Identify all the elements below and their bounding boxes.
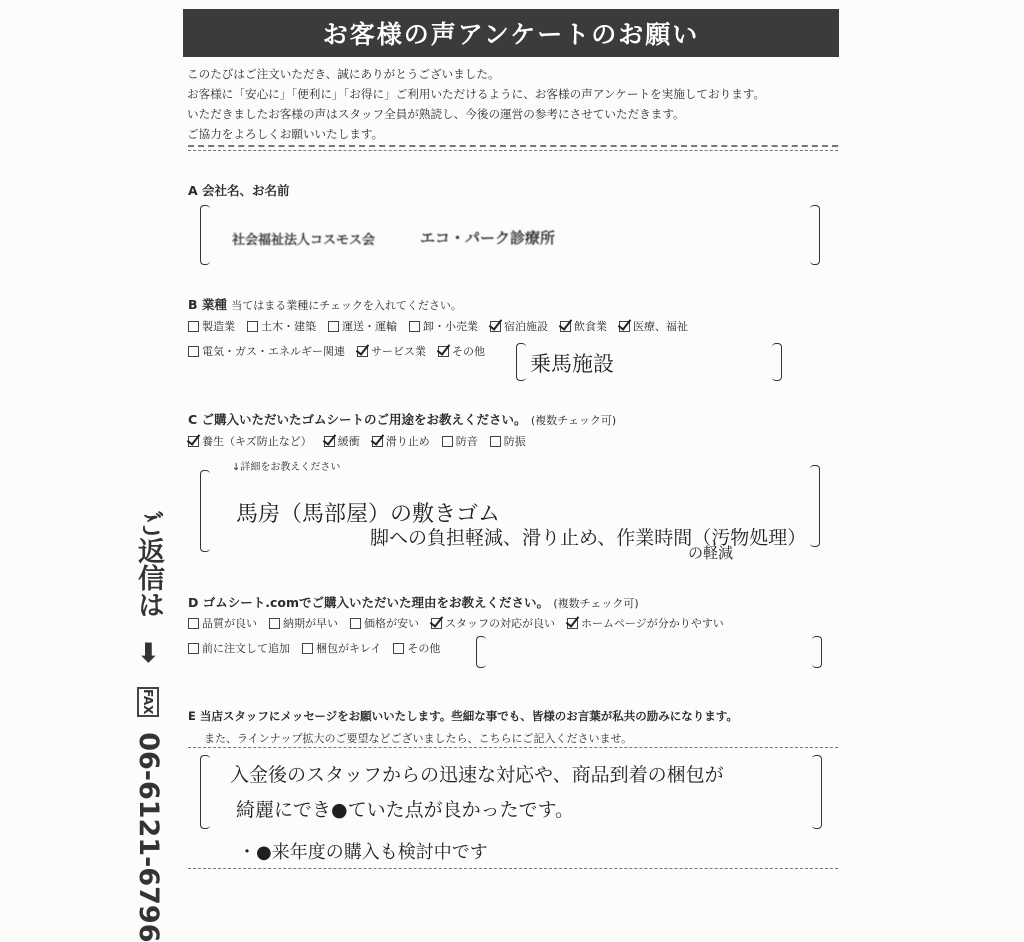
answer-bracket-right xyxy=(772,343,782,381)
checkbox[interactable] xyxy=(302,643,313,654)
option-vibration-proof[interactable]: 防振 xyxy=(490,433,526,449)
option-quality[interactable]: 品質が良い xyxy=(188,615,257,631)
option-service[interactable]: サービス業 xyxy=(357,343,426,359)
option-protection[interactable]: 養生（キズ防止など） xyxy=(188,433,312,449)
option-anti-slip[interactable]: 滑り止め xyxy=(372,433,430,449)
multi-select-note: (複数チェック可) xyxy=(553,597,639,610)
option-good-staff[interactable]: スタッフの対応が良い xyxy=(431,615,555,631)
section-b-label xyxy=(188,295,462,313)
option-lodging[interactable]: 宿泊施設 xyxy=(490,318,548,334)
usage-answer-line-2: 脚への負担軽減、滑り止め、作業時間（汚物処理） xyxy=(370,527,807,549)
message-answer-line-1: 入金後のスタッフからの迅速な対応や、商品到着の梱包が xyxy=(230,764,724,786)
option-retail[interactable]: 卸・小売業 xyxy=(409,318,478,334)
section-e-label: E 当店スタッフにメッセージをお願いいたします。些細な事でも、皆様のお言葉が私共の励みになります。 xyxy=(188,709,738,723)
divider xyxy=(188,747,838,748)
option-soundproof[interactable]: 防音 xyxy=(442,433,478,449)
checkbox[interactable] xyxy=(188,643,199,654)
page-title: お客様の声アンケートのお願い xyxy=(183,9,839,57)
section-a-label: A 会社名、お名前 xyxy=(188,183,290,198)
message-answer-line-3: ・●来年度の購入も検討中です xyxy=(238,842,488,863)
checkbox[interactable] xyxy=(409,321,420,332)
checkbox[interactable] xyxy=(188,321,199,332)
checkbox-checked[interactable] xyxy=(357,346,368,357)
usage-answer-line-1: 馬房（馬部屋）の敷きゴム xyxy=(236,502,501,527)
fax-icon: FAX xyxy=(137,687,159,716)
answer-bracket-right xyxy=(812,755,822,829)
checkbox[interactable] xyxy=(188,618,199,629)
intro-text xyxy=(187,64,827,144)
section-e-note: また、ラインナップ拡大のご要望などございましたら、こちらにご記入くださいませ。 xyxy=(204,732,633,745)
option-civil-engineering[interactable]: 土木・建築 xyxy=(247,318,316,334)
industry-options-row-1 xyxy=(188,318,688,334)
checkbox-checked[interactable] xyxy=(560,321,571,332)
option-neat-packing[interactable]: 梱包がキレイ xyxy=(302,640,381,656)
answer-bracket-left xyxy=(200,470,210,552)
option-fast-delivery[interactable]: 納期が早い xyxy=(269,615,338,631)
section-c-title: C ご購入いただいたゴムシートのご用途をお教えください。 xyxy=(188,412,527,427)
checkbox-checked[interactable] xyxy=(188,436,199,447)
option-repeat-order[interactable]: 前に注文して追加 xyxy=(188,640,290,656)
reply-label: ご返信は xyxy=(133,510,164,618)
fax-reply-side-label xyxy=(128,510,168,942)
answer-bracket-left xyxy=(516,343,526,381)
checkbox-checked[interactable] xyxy=(372,436,383,447)
fax-number: 06-6121-6796 xyxy=(133,732,164,942)
industry-options-row-2 xyxy=(188,343,485,359)
usage-answer-line-3: の軽減 xyxy=(688,544,734,562)
answer-bracket-left xyxy=(476,636,486,668)
usage-options xyxy=(188,433,526,449)
answer-bracket-left xyxy=(200,205,210,265)
option-energy[interactable]: 電気・ガス・エネルギー関連 xyxy=(188,343,345,359)
divider xyxy=(188,868,838,869)
option-low-price[interactable]: 価格が安い xyxy=(350,615,419,631)
option-manufacturing[interactable]: 製造業 xyxy=(188,318,235,334)
section-c-label xyxy=(188,410,616,428)
divider xyxy=(188,145,838,147)
checkbox[interactable] xyxy=(490,436,501,447)
checkbox-checked[interactable] xyxy=(431,618,442,629)
section-b-instruction: 当てはまる業種にチェックを入れてください。 xyxy=(231,299,462,312)
option-transport[interactable]: 運送・運輸 xyxy=(328,318,397,334)
checkbox[interactable] xyxy=(350,618,361,629)
reason-options-row-2 xyxy=(188,640,440,656)
checkbox[interactable] xyxy=(328,321,339,332)
option-other[interactable]: その他 xyxy=(393,640,440,656)
option-other[interactable]: その他 xyxy=(438,343,485,359)
multi-select-note: (複数チェック可) xyxy=(530,414,617,427)
arrow-down-icon: ➡ xyxy=(133,641,164,665)
option-medical-welfare[interactable]: 医療、福祉 xyxy=(619,318,688,334)
company-stamp: 社会福祉法人コスモス会 xyxy=(232,233,376,248)
checkbox[interactable] xyxy=(393,643,404,654)
section-d-label xyxy=(188,593,639,611)
checkbox-checked[interactable] xyxy=(619,321,630,332)
intro-line: いただきましたお客様の声はスタッフ全員が熟読し、今後の運営の参考にさせていただきます。 xyxy=(187,107,685,121)
checkbox-checked[interactable] xyxy=(567,618,578,629)
checkbox-checked[interactable] xyxy=(490,321,501,332)
answer-bracket-right xyxy=(810,205,820,265)
option-cushioning[interactable]: 緩衝 xyxy=(324,433,360,449)
divider xyxy=(188,150,838,151)
checkbox[interactable] xyxy=(247,321,258,332)
intro-line: お客様に「安心に」「便利に」「お得に」ご利用いただけるように、お客様の声アンケートを実施しております。 xyxy=(187,87,766,101)
industry-other-answer: 乗馬施設 xyxy=(530,352,614,376)
answer-bracket-right xyxy=(810,465,820,547)
checkbox[interactable] xyxy=(269,618,280,629)
checkbox[interactable] xyxy=(442,436,453,447)
facility-stamp: エコ・パーク診療所 xyxy=(420,229,556,247)
checkbox-checked[interactable] xyxy=(324,436,335,447)
intro-line: ご協力をよろしくお願いいたします。 xyxy=(187,127,384,141)
checkbox[interactable] xyxy=(188,346,199,357)
checkbox-checked[interactable] xyxy=(438,346,449,357)
intro-line: このたびはご注文いただき、誠にありがとうございました。 xyxy=(187,67,500,81)
answer-bracket-left xyxy=(200,755,210,829)
message-answer-line-2: 綺麗にでき●ていた点が良かったです。 xyxy=(236,799,575,821)
answer-bracket-right xyxy=(812,636,822,668)
reason-options-row-1 xyxy=(188,615,724,631)
option-easy-website[interactable]: ホームページが分かりやすい xyxy=(567,615,724,631)
detail-prompt: ↓詳細をお教えください xyxy=(232,462,341,473)
section-d-title: D ゴムシート.comでご購入いただいた理由をお教えください。 xyxy=(188,595,549,610)
option-restaurant[interactable]: 飲食業 xyxy=(560,318,607,334)
section-b-title: B 業種 xyxy=(188,297,227,312)
